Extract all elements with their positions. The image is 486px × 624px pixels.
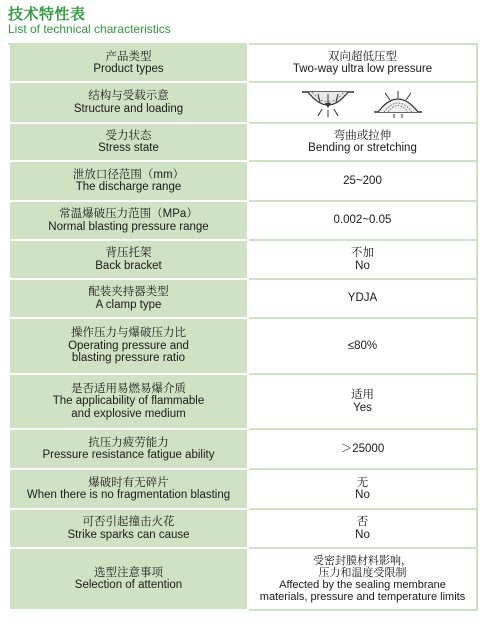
table-row (9, 82, 477, 123)
label-en: Stress state (98, 142, 159, 154)
label-en: Structure and loading (73, 102, 184, 115)
value-line: materials, pressure and temperature limits (259, 591, 466, 603)
page-subtitle: List of technical characteristics (8, 22, 171, 36)
page-title: 技术特性表 (8, 5, 86, 23)
label-cn: 选型注意事项 (94, 566, 163, 579)
value-line: 弯曲或拉伸 (333, 129, 392, 142)
label-cn: 产品类型 (105, 50, 152, 63)
table-row (9, 161, 477, 201)
value-line: YDJA (347, 292, 378, 305)
label-en: When there is no fragmentation blasting (26, 489, 231, 501)
table-row (9, 548, 477, 610)
value-line: 无 (356, 476, 369, 489)
row-value (248, 240, 477, 279)
value-line: 适用 (351, 389, 374, 401)
value-line: 25~200 (343, 174, 382, 187)
label-en: Product types (93, 63, 164, 75)
row-label (9, 548, 248, 610)
table-row (9, 509, 477, 548)
label-cn: 受力状态 (105, 129, 152, 142)
label-cn: 泄放口径范围（mm） (72, 168, 185, 181)
label-en: Operating pressure and (68, 339, 189, 352)
row-value (248, 429, 477, 469)
value-line: 0.002~0.05 (333, 214, 392, 227)
label-cn: 爆破时有无碎片 (88, 476, 169, 489)
table-row (9, 240, 477, 279)
label-en: Pressure resistance fatigue ability (42, 449, 215, 461)
label-en: Normal blasting pressure range (48, 220, 209, 233)
label-en: blasting pressure ratio (71, 352, 186, 365)
value-line: 双向超低压型 (328, 50, 397, 63)
label-cn: 结构与受载示意 (88, 90, 169, 102)
label-cn: 常温爆破压力范围（MPa） (59, 208, 198, 220)
label-cn: 可否引起撞击火花 (82, 516, 175, 528)
label-en: Strike sparks can cause (67, 528, 190, 541)
row-value (248, 161, 477, 201)
value-line: Bending or stretching (308, 142, 417, 154)
row-label (9, 279, 248, 318)
label-cn: 抗压力疲劳能力 (88, 436, 169, 449)
row-value (248, 374, 477, 429)
row-label (9, 161, 248, 201)
dome-bending-load-diagram-icon (300, 88, 356, 118)
value-line: 受密封膜材料影响， (313, 555, 412, 567)
label-en: and explosive medium (71, 407, 186, 420)
label-cn: 是否适用易燃易爆介质 (71, 382, 186, 395)
value-line: 否 (356, 516, 369, 528)
label-en: The applicability of flammable (52, 395, 205, 408)
label-en: The discharge range (75, 181, 182, 193)
value-line: No (355, 489, 370, 501)
row-value (248, 548, 477, 610)
row-label (9, 318, 248, 374)
label-cn: 配装夹持器类型 (88, 286, 169, 298)
row-label (9, 44, 248, 82)
table-row (9, 429, 477, 469)
label-en: A clamp type (95, 298, 162, 311)
label-en: Selection of attention (74, 579, 183, 591)
label-en: Back bracket (95, 259, 162, 272)
value-line: 压力和温度受限制 (318, 567, 407, 579)
row-label (9, 374, 248, 429)
row-label (9, 509, 248, 548)
value-line: Yes (353, 401, 372, 414)
row-value (248, 469, 477, 509)
row-label (9, 82, 248, 123)
row-value (248, 201, 477, 240)
value-line: ≤80% (347, 339, 378, 352)
value-line: Affected by the sealing membrane (279, 579, 446, 591)
table-row (9, 44, 477, 82)
dome-stretching-load-diagram-icon (370, 88, 426, 118)
row-value (248, 82, 477, 123)
row-value (248, 279, 477, 318)
row-value (248, 44, 477, 82)
table-row (9, 318, 477, 374)
row-label (9, 429, 248, 469)
label-cn: 操作压力与爆破压力比 (71, 327, 186, 340)
row-value (248, 318, 477, 374)
row-value (248, 123, 477, 161)
table-row (9, 123, 477, 161)
row-value (248, 509, 477, 548)
value-line: 不加 (351, 247, 374, 259)
table-row (9, 279, 477, 318)
row-label (9, 123, 248, 161)
row-label (9, 201, 248, 240)
row-label (9, 240, 248, 279)
table-row (9, 201, 477, 240)
table-row (9, 374, 477, 429)
spec-table (8, 43, 478, 611)
label-cn: 背压托架 (105, 247, 152, 259)
value-line: Two-way ultra low pressure (292, 63, 433, 75)
value-line: ＞25000 (340, 442, 385, 455)
row-label (9, 469, 248, 509)
value-line: No (355, 259, 370, 272)
value-line: No (355, 528, 370, 541)
table-row (9, 469, 477, 509)
